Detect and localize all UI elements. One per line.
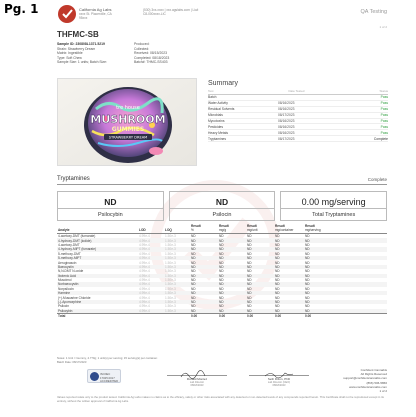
signature-icon: [249, 369, 309, 379]
analyte-loq: 1.50e-3: [165, 286, 176, 291]
analyte-name: 5-methoxy-DMT: [58, 251, 81, 256]
document-title: QA Testing: [360, 9, 387, 15]
signer-date: 08/18/2023: [190, 384, 204, 387]
result-box-value: ND: [58, 195, 163, 209]
analyte-result: ND: [191, 260, 196, 265]
analyte-result: ND: [191, 264, 196, 269]
summary-date: 08/16/2023: [278, 119, 295, 123]
result-box-value: ND: [170, 195, 275, 209]
analyte-lod: 4.99e-4: [139, 242, 150, 247]
analyte-result: ND: [191, 269, 196, 274]
analyte-result: ND: [247, 238, 252, 243]
analyte-lod: 4.99e-4: [139, 300, 150, 305]
analyte-result: ND: [247, 282, 252, 287]
conf-line: All Rights Reserved: [360, 372, 387, 377]
col-analyte: Analyte: [58, 228, 70, 232]
result-box-label: Total Tryptamines: [312, 212, 356, 218]
conf-line: www.confidentcannabis.com: [349, 384, 387, 389]
summary-status: Pass: [380, 130, 388, 135]
analyte-result: ND: [219, 260, 224, 265]
analyte-result: ND: [219, 286, 224, 291]
analyte-result: ND: [305, 238, 310, 243]
analyte-name: Psilocybin: [58, 308, 73, 313]
analyte-lod: 4.99e-4: [139, 251, 150, 256]
page-label: Pg. 1: [4, 2, 39, 16]
analyte-result: ND: [219, 251, 224, 256]
notes-line: Notes: 1 Unit = Gummy, 4.770g; 1 unit(s) per serving; 15 serving(s) per container.: [57, 356, 158, 360]
analyte-lod: 4.99e-4: [139, 308, 150, 313]
result-box-psilocin: [169, 191, 276, 221]
analyte-name: (-)-Apomorphine: [58, 300, 82, 305]
summary-test: Tryptamines: [208, 136, 227, 141]
analyte-result: ND: [247, 269, 252, 274]
analyte-result: ND: [219, 264, 224, 269]
analyte-lod: 4.99e-4: [139, 291, 150, 296]
analyte-result: ND: [191, 256, 196, 261]
analyte-result: ND: [275, 308, 280, 313]
analyte-result: ND: [275, 273, 280, 278]
analyte-name: 4-acetoxy-DMT: [58, 242, 80, 247]
analyte-result: ND: [275, 247, 280, 252]
confident-cannabis-info: [343, 368, 387, 393]
total-result: 0.00: [275, 313, 282, 318]
analyte-result: ND: [247, 251, 252, 256]
analyte-result: ND: [275, 256, 280, 261]
analyte-result: ND: [247, 300, 252, 305]
analyte-result: ND: [191, 286, 196, 291]
analyte-result: ND: [191, 282, 196, 287]
analyte-lod: 4.99e-4: [139, 282, 150, 287]
summary-date: 08/17/2023: [278, 136, 295, 141]
analyte-loq: 1.50e-3: [165, 278, 176, 283]
signature-block: [167, 366, 227, 387]
analyte-result: ND: [247, 286, 252, 291]
notes: [57, 357, 257, 364]
analyte-lod: 4.99e-4: [139, 295, 150, 300]
analyte-result: ND: [247, 304, 252, 309]
result-box-label: Psilocybin: [97, 212, 123, 218]
analyte-loq: 1.50e-3: [165, 242, 176, 247]
analyte-name: 5-methoxy-MiPT: [58, 256, 82, 261]
analyte-result: ND: [275, 304, 280, 309]
summary-test: Mycotoxins: [208, 119, 225, 123]
section-status: Complete: [367, 177, 387, 182]
summary-status: Pass: [380, 95, 388, 100]
table-header: [57, 226, 387, 234]
analyte-result: ND: [191, 273, 196, 278]
sample-matrix: Matrix: Ingestible: [57, 51, 83, 56]
analyte-result: ND: [219, 242, 224, 247]
analyte-result: ND: [275, 242, 280, 247]
analyte-lod: 4.99e-4: [139, 264, 150, 269]
package-brand-sub: GUMMIES: [111, 126, 145, 133]
analyte-result: ND: [275, 278, 280, 283]
summary-test: Residual Solvents: [208, 107, 235, 112]
sample-id-label: Sample ID:: [57, 42, 75, 46]
lab-address: xxxx St. Placerville, CA 95xxx: [79, 12, 112, 20]
analyte-result: ND: [275, 286, 280, 291]
result-boxes: [57, 191, 387, 221]
analyte-lod: 4.99e-4: [139, 273, 150, 278]
result-box-label: Psilocin: [212, 212, 232, 218]
summary-date: 08/16/2023: [278, 124, 295, 129]
analyte-name: N,N-DMT N-oxide: [58, 269, 84, 274]
analyte-result: ND: [275, 282, 280, 287]
col-result: Result %: [191, 224, 201, 232]
analyte-result: ND: [191, 304, 196, 309]
result-box-total-tryptamines: [280, 191, 387, 221]
batch-number: Batch#: THMC-SS403: [134, 60, 168, 65]
analyte-result: ND: [219, 308, 224, 313]
analyte-loq: 1.50e-3: [165, 238, 176, 243]
analyte-result: ND: [305, 269, 310, 274]
analyte-name: Baeocystin: [58, 264, 74, 269]
analyte-result: ND: [275, 300, 280, 305]
analyte-result: ND: [275, 291, 280, 296]
signer-name: Seth Dixon, PhD: [267, 377, 291, 381]
analyte-result: ND: [247, 308, 252, 313]
lab-contact: (530) 3xx-xxxx | xxx.agslabs.com | Lic# C8-000xxxx-LIC: [143, 8, 199, 17]
analyte-lod: 4.99e-4: [139, 234, 150, 239]
analyte-loq: 1.50e-3: [165, 251, 176, 256]
analyte-loq: 1.50e-3: [165, 260, 176, 265]
analyte-result: ND: [191, 300, 196, 305]
lab-name: California Ag Labs: [79, 7, 112, 12]
gummy-package-image: [58, 79, 197, 166]
analyte-result: ND: [219, 247, 224, 252]
analyte-result: ND: [191, 251, 196, 256]
analyte-lod: 4.99e-4: [139, 247, 150, 252]
analyte-lod: 4.99e-4: [139, 278, 150, 283]
package-brand-main: MUSHROOM: [90, 113, 166, 126]
conf-line: Confident Cannabis: [360, 368, 387, 372]
total-result: 0.00: [191, 313, 198, 318]
analyte-result: ND: [219, 304, 224, 309]
summary-test: Water Activity: [208, 101, 228, 106]
sample-id-value: 230808L1371.5219: [75, 42, 105, 46]
summary-col-status: Status: [379, 89, 388, 93]
col-loq: LOQ: [165, 228, 172, 232]
analyte-result: ND: [191, 247, 196, 252]
analyte-loq: 1.50e-3: [165, 234, 176, 239]
analyte-result: ND: [305, 264, 310, 269]
total-result: 0.00: [305, 313, 312, 318]
analyte-result: ND: [247, 278, 252, 283]
sample-info: [57, 42, 137, 65]
analyte-lod: 4.99e-4: [139, 269, 150, 274]
sample-size: Sample Size: 1 units; Batch Size:: [57, 60, 107, 65]
package-flavor: STRAWBERRY DREAM: [108, 135, 148, 140]
signer-date: 08/18/2023: [272, 384, 286, 387]
analyte-result: ND: [305, 282, 310, 287]
analyte-result: ND: [305, 295, 310, 300]
report-footer: [57, 366, 387, 394]
analyte-name: 4-acetoxy-DMT (fumarate): [58, 234, 96, 239]
analyte-result: ND: [247, 264, 252, 269]
analyte-result: ND: [305, 256, 310, 261]
analyte-result: ND: [305, 247, 310, 252]
section-title: Tryptamines: [57, 176, 90, 182]
analyte-result: ND: [305, 286, 310, 291]
result-box-value: 0.00 mg/serving: [281, 195, 386, 209]
badge-line: ISO/IEC 17025:2017: [100, 372, 115, 380]
sample-strain: Strain: Strawberry Dream: [57, 46, 96, 51]
summary-panel: [208, 80, 388, 142]
analyte-result: ND: [219, 278, 224, 283]
analyte-name: (+)-Muscarine Chloride: [58, 295, 91, 300]
analyte-result: ND: [305, 242, 310, 247]
total-result: 0.00: [247, 313, 254, 318]
package-brand-top: tre house: [116, 105, 140, 111]
analyte-name: 4-hydroxy-MiPT (fumarate): [58, 247, 97, 252]
analyte-name: Aeruginascin: [58, 260, 77, 265]
summary-status: Pass: [380, 124, 388, 129]
summary-col-date: Date Tested: [288, 89, 305, 93]
analyte-name: Ibotenic Acid: [58, 273, 77, 278]
analyte-result: ND: [247, 242, 252, 247]
table-total-row: [57, 313, 387, 317]
analyte-loq: 1.50e-3: [165, 256, 176, 261]
analyte-result: ND: [305, 278, 310, 283]
analyte-result: ND: [275, 238, 280, 243]
analyte-result: ND: [247, 256, 252, 261]
total-result: 0.00: [219, 313, 226, 318]
summary-col-test: Test: [208, 89, 214, 93]
analyte-lod: 4.99e-4: [139, 304, 150, 309]
analyte-lod: 4.99e-4: [139, 286, 150, 291]
summary-row: [208, 136, 388, 142]
summary-status: Pass: [380, 119, 388, 123]
analyte-loq: 1.50e-3: [165, 282, 176, 287]
signer-role: Lab Director (CEO): [267, 381, 291, 384]
summary-test: Heavy Metals: [208, 130, 228, 135]
analyte-lod: 4.99e-4: [139, 256, 150, 261]
analyte-result: ND: [219, 291, 224, 296]
total-label: Total: [58, 313, 66, 318]
analyte-result: ND: [191, 234, 196, 239]
analyte-result: ND: [275, 295, 280, 300]
analyte-name: Harmine: [58, 291, 71, 296]
analyte-loq: 1.50e-3: [165, 269, 176, 274]
summary-test: Pesticides: [208, 124, 224, 129]
notes-line: Batch Date: 08/17/2023: [57, 359, 87, 364]
received-date: Received: 08/15/2023: [134, 51, 167, 56]
sample-dates: [134, 42, 224, 65]
col-result: Result mg/serving: [305, 224, 321, 232]
badge-line: ACCREDITED: [100, 379, 119, 384]
analyte-result: ND: [219, 269, 224, 274]
col-lod: LOD: [139, 228, 146, 232]
conf-line: (866) 506-5866: [366, 380, 387, 385]
analyte-table: [57, 226, 387, 317]
analyte-name: Psilocin: [58, 304, 69, 309]
collected-date: Collected:: [134, 46, 150, 51]
report-header: [57, 4, 387, 34]
analyte-loq: 1.50e-3: [165, 247, 176, 252]
disclaimer: Values reported relate only to the product tested. California Ag Labs makes no claims as to the efficacy, safety or other risks associated with any detected or non-detected levels of any compounds reported herein. This Certificate shall not be reproduced except in its entirety, without the written approval of California Ag Labs.: [57, 395, 384, 403]
analyte-result: ND: [247, 247, 252, 252]
summary-test: Batch: [208, 95, 217, 100]
summary-test: Microbials: [208, 113, 223, 118]
col-result: Result mg/container: [275, 224, 294, 232]
analyte-result: ND: [219, 282, 224, 287]
analyte-result: ND: [305, 260, 310, 265]
analyte-name: 4-hydroxy-DMT (iodide): [58, 238, 92, 243]
analyte-loq: 1.50e-3: [165, 300, 176, 305]
table-body: [57, 234, 387, 317]
conf-line: support@confidentcannabis.com: [343, 376, 387, 381]
analyte-loq: 1.50e-3: [165, 291, 176, 296]
analyte-result: ND: [247, 291, 252, 296]
analyte-result: ND: [191, 238, 196, 243]
signer-role: Lab Director: [189, 381, 205, 384]
analyte-result: ND: [191, 295, 196, 300]
analyte-name: Norbaeocystin: [58, 282, 79, 287]
product-photo: [57, 78, 197, 166]
summary-status: Pass: [380, 113, 388, 118]
analyte-result: ND: [305, 291, 310, 296]
tryptamines-section-header: [57, 176, 387, 185]
lab-logo-icon: [57, 4, 77, 24]
summary-date: 08/16/2023: [278, 130, 295, 135]
analyte-result: ND: [247, 295, 252, 300]
analyte-loq: 1.50e-3: [165, 273, 176, 278]
analyte-result: ND: [275, 251, 280, 256]
analyte-result: ND: [219, 256, 224, 261]
analyte-name: Norpsilocin: [58, 286, 74, 291]
conf-line: 1 of 2: [379, 389, 387, 394]
analyte-lod: 4.99e-4: [139, 238, 150, 243]
analyte-loq: 1.50e-3: [165, 264, 176, 269]
table-row: [57, 309, 387, 313]
summary-date: 08/16/2023: [278, 101, 295, 106]
analyte-result: ND: [305, 308, 310, 313]
analyte-result: ND: [247, 260, 252, 265]
summary-title: Summary: [208, 80, 238, 87]
analyte-result: ND: [247, 273, 252, 278]
analyte-result: ND: [305, 273, 310, 278]
signature-block: [249, 366, 309, 387]
analyte-result: ND: [191, 291, 196, 296]
analyte-result: ND: [305, 234, 310, 239]
analyte-result: ND: [305, 251, 310, 256]
product-name: THFMC-SB: [57, 30, 99, 39]
analyte-result: ND: [191, 308, 196, 313]
analyte-result: ND: [275, 234, 280, 239]
analyte-result: ND: [219, 300, 224, 305]
summary-status: Complete: [373, 136, 388, 141]
analyte-result: ND: [219, 234, 224, 239]
col-result: Result mg/unit: [247, 224, 258, 232]
analyte-result: ND: [275, 264, 280, 269]
analyte-result: ND: [275, 269, 280, 274]
analyte-lod: 4.99e-4: [139, 260, 150, 265]
analyte-result: ND: [219, 273, 224, 278]
analyte-result: ND: [247, 234, 252, 239]
sample-type: Type: Soft Chew: [57, 55, 82, 60]
analyte-result: ND: [191, 278, 196, 283]
result-box-psilocybin: [57, 191, 164, 221]
analyte-loq: 1.50e-3: [165, 295, 176, 300]
analyte-result: ND: [305, 304, 310, 309]
summary-date: 08/16/2023: [278, 107, 295, 112]
summary-status: Pass: [380, 107, 388, 112]
analyte-result: ND: [219, 295, 224, 300]
signature-icon: [167, 369, 227, 379]
completed-date: Completed: 08/18/2023: [134, 55, 170, 60]
analyte-loq: 1.50e-3: [165, 304, 176, 309]
summary-date: 08/17/2023: [278, 113, 295, 118]
accreditation-badge: [87, 369, 121, 383]
analyte-loq: 1.50e-3: [165, 308, 176, 313]
produced-date: Produced:: [134, 42, 150, 46]
analyte-result: ND: [219, 238, 224, 243]
summary-status: Pass: [380, 101, 388, 106]
analyte-result: ND: [305, 300, 310, 305]
accreditation-seal-icon: [90, 372, 99, 381]
col-result: Result mg/g: [219, 224, 229, 232]
analyte-result: ND: [275, 260, 280, 265]
analyte-name: Muscimol: [58, 278, 72, 283]
page-count: 1 of 2: [379, 25, 387, 29]
signer-name: Ronald Montez: [186, 377, 208, 381]
analyte-result: ND: [191, 242, 196, 247]
